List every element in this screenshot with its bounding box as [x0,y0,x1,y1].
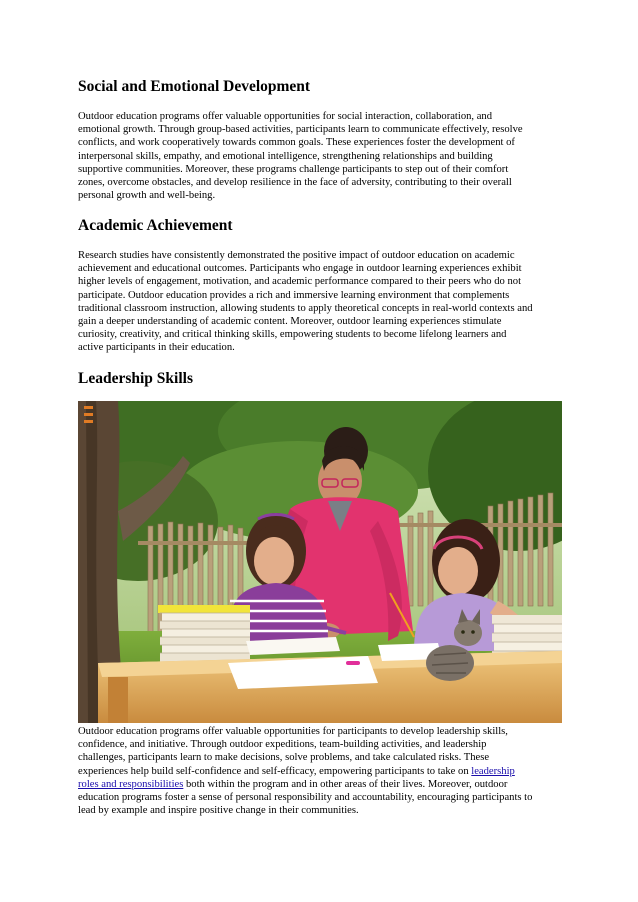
text-line: lead by example and inspire positive change in their communities. [78,805,359,817]
text-line: challenges, participants learn to make decisions, solve problems, and take calculated risks. These [78,752,490,764]
text-line: achievement and educational outcomes. Participants who engage in outdoor learning experiences exhibit [78,263,522,275]
text-line: confidence, and initiative. Through outdoor expeditions, team-building activities, and leadership [78,739,487,751]
leadership-roles-link[interactable]: leadership [471,765,515,777]
text-segment: both within the program and in other areas of their lives. Moreover, outdoor [183,778,508,790]
text-line: interpersonal skills, empathy, and emotional intelligence, strengthening relationships and building [78,150,493,162]
text-line: Outdoor education programs offer valuable opportunities for participants to develop leadership skills, [78,726,508,737]
section-heading-social: Social and Emotional Development [78,78,311,95]
leadership-roles-link-continued[interactable]: roles and responsibilities [78,778,184,790]
text-line: higher levels of engagement, motivation, and academic performance compared to their peers who do not [78,276,522,288]
section-heading-academic: Academic Achievement [78,217,233,234]
text-line: education programs foster a sense of personal responsibility and accountability, encouraging participants to [78,792,533,804]
text-line: zones, overcome obstacles, and develop resilience in the face of adversity, contributing to their overall [78,177,512,189]
text-line: gain a deeper understanding of academic content. Moreover, outdoor learning experiences stimulate [78,316,502,328]
text-line: participate. Outdoor education provides a rich and immersive learning environment that complements [78,289,510,301]
paragraph-social [78,110,562,202]
section-heading-leadership: Leadership Skills [78,370,193,387]
text-segment: experiences help build self-confidence and self-efficacy, empowering participants to take on [78,765,472,777]
text-line: emotional growth. Through group-based activities, participants learn to communicate effectively, resolve [78,124,523,136]
text-line-with-link [78,778,562,791]
outdoor-lesson-photo [78,401,562,723]
text-line: personal growth and well-being. [78,190,216,202]
text-line: curiosity, creativity, and critical thinking skills, empowering students to become lifelong learners and [78,329,507,341]
text-line: Research studies have consistently demonstrated the positive impact of outdoor education on academic [78,250,515,261]
text-line: supportive communities. Moreover, these programs challenge participants to step out of their comfort [78,163,509,175]
paragraph-academic [78,249,562,355]
text-line: conflicts, and work cooperatively towards common goals. These experiences foster the development of [78,137,515,149]
paragraph-leadership [78,725,562,817]
text-line: traditional classroom instruction, allowing students to apply theoretical concepts in real-world contexts and [78,302,533,314]
text-line: Outdoor education programs offer valuable opportunities for social interaction, collaboration, and [78,111,493,122]
text-line: active participants in their education. [78,342,235,354]
text-line-with-link [78,765,562,778]
